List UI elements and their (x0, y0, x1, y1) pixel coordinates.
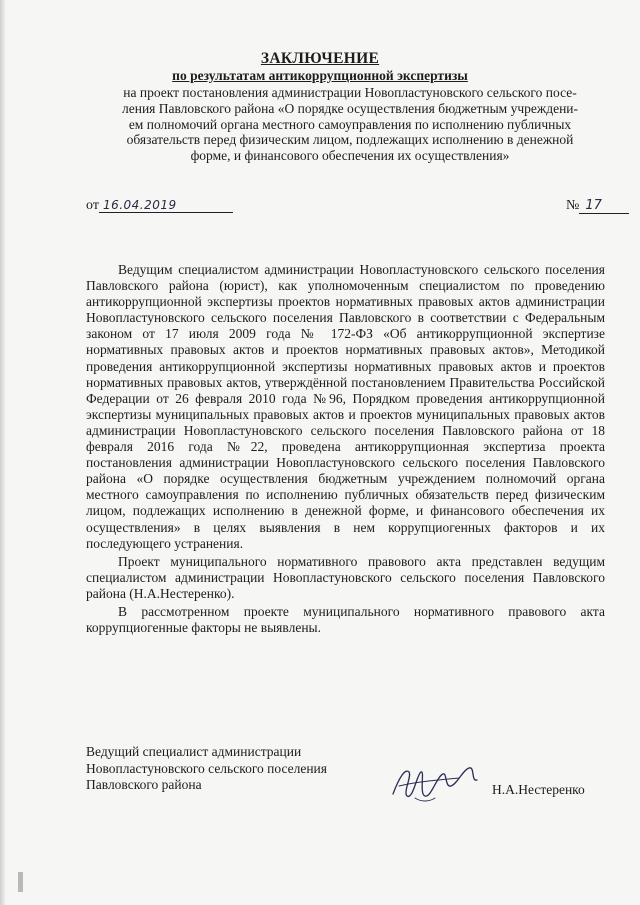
date-field (86, 198, 233, 214)
subject-line: ления Павловского района «О порядке осуществления бюджетным учреждени- (121, 100, 579, 116)
scan-artifact (18, 872, 23, 892)
subject-line: ем полномочий органа местного самоуправления по исполнению публичных (128, 116, 572, 132)
signatory-line: Ведущий специалист администрации (86, 744, 302, 759)
body-paragraph: Проект муниципального нормативного правового акта представлен ведущим специалистом администрации Новопластуновского сельского поселения Павловского района (Н.А.Нестеренко). (86, 553, 605, 601)
signatory-name: Н.А.Нестеренко (492, 782, 585, 797)
handwritten-signature (385, 758, 490, 806)
signatory-line: Павловского района (86, 777, 202, 792)
subject-line: форме, и финансового обеспечения их осуществления» (190, 148, 510, 164)
date-prefix: от (86, 198, 99, 213)
document-subtitle: по результатам антикоррупционной экспертизы (172, 68, 468, 83)
number-prefix: № (566, 198, 580, 213)
date-value: 16.04.2019 (99, 198, 233, 213)
body-paragraph: В рассмотренном проекте муниципального нормативного правового акта коррупциогенные факторы не выявлены. (86, 603, 605, 636)
scan-edge-shadow (0, 0, 6, 905)
document-subject (96, 85, 604, 164)
document-title: ЗАКЛЮЧЕНИЕ (260, 50, 380, 67)
subject-line: на проект постановления администрации Новопластуновского сельского посе- (123, 85, 577, 100)
signatory-position (86, 744, 327, 794)
document-body (86, 262, 605, 636)
body-paragraph: Ведущим специалистом администрации Новопластуновского сельского поселения Павловского района (юрист), как уполномоченным специалистом по проведению антикоррупционной экспертизы проектов нормативных правовых актов администрации Новопластуновского сельского поселения Павловского в соответствии с Федеральным законом от 17 июля 2009 года № 172-ФЗ «Об антикоррупционной экспертизе нормативных правовых актов и проектов нормативных правовых актов», Методикой проведения антикоррупционной экспертизы нормативных правовых актов и проектов нормативных правовых актов, утверждённой постановлением Правительства Российской Федерации от 26 февраля 2010 года №96, Порядком проведения антикоррупционной экспертизы муниципальных правовых актов и проектов муниципальных правовых актов администрации Новопластуновского сельского поселения Павловского района от 18 февраля 2016 года №22, проведена антикоррупционная экспертиза проекта постановления администрации Новопластуновского сельского поселения Павловского района «О порядке осуществления бюджетным учреждением полномочий органа местного самоуправления по исполнению публичных обязательств перед физическим лицом, подлежащих исполнению в денежной форме, и финансового обеспечения их осуществления» в целях выявления в нем коррупциогенных факторов и их последующего устранения. (86, 262, 605, 551)
signatory-line: Новопластуновского сельского поселения (86, 760, 327, 776)
number-field (566, 198, 629, 214)
subject-line: обязательств перед физическим лицом, подлежащих исполнению в денежной (126, 132, 574, 148)
number-value: 17 (579, 198, 629, 214)
